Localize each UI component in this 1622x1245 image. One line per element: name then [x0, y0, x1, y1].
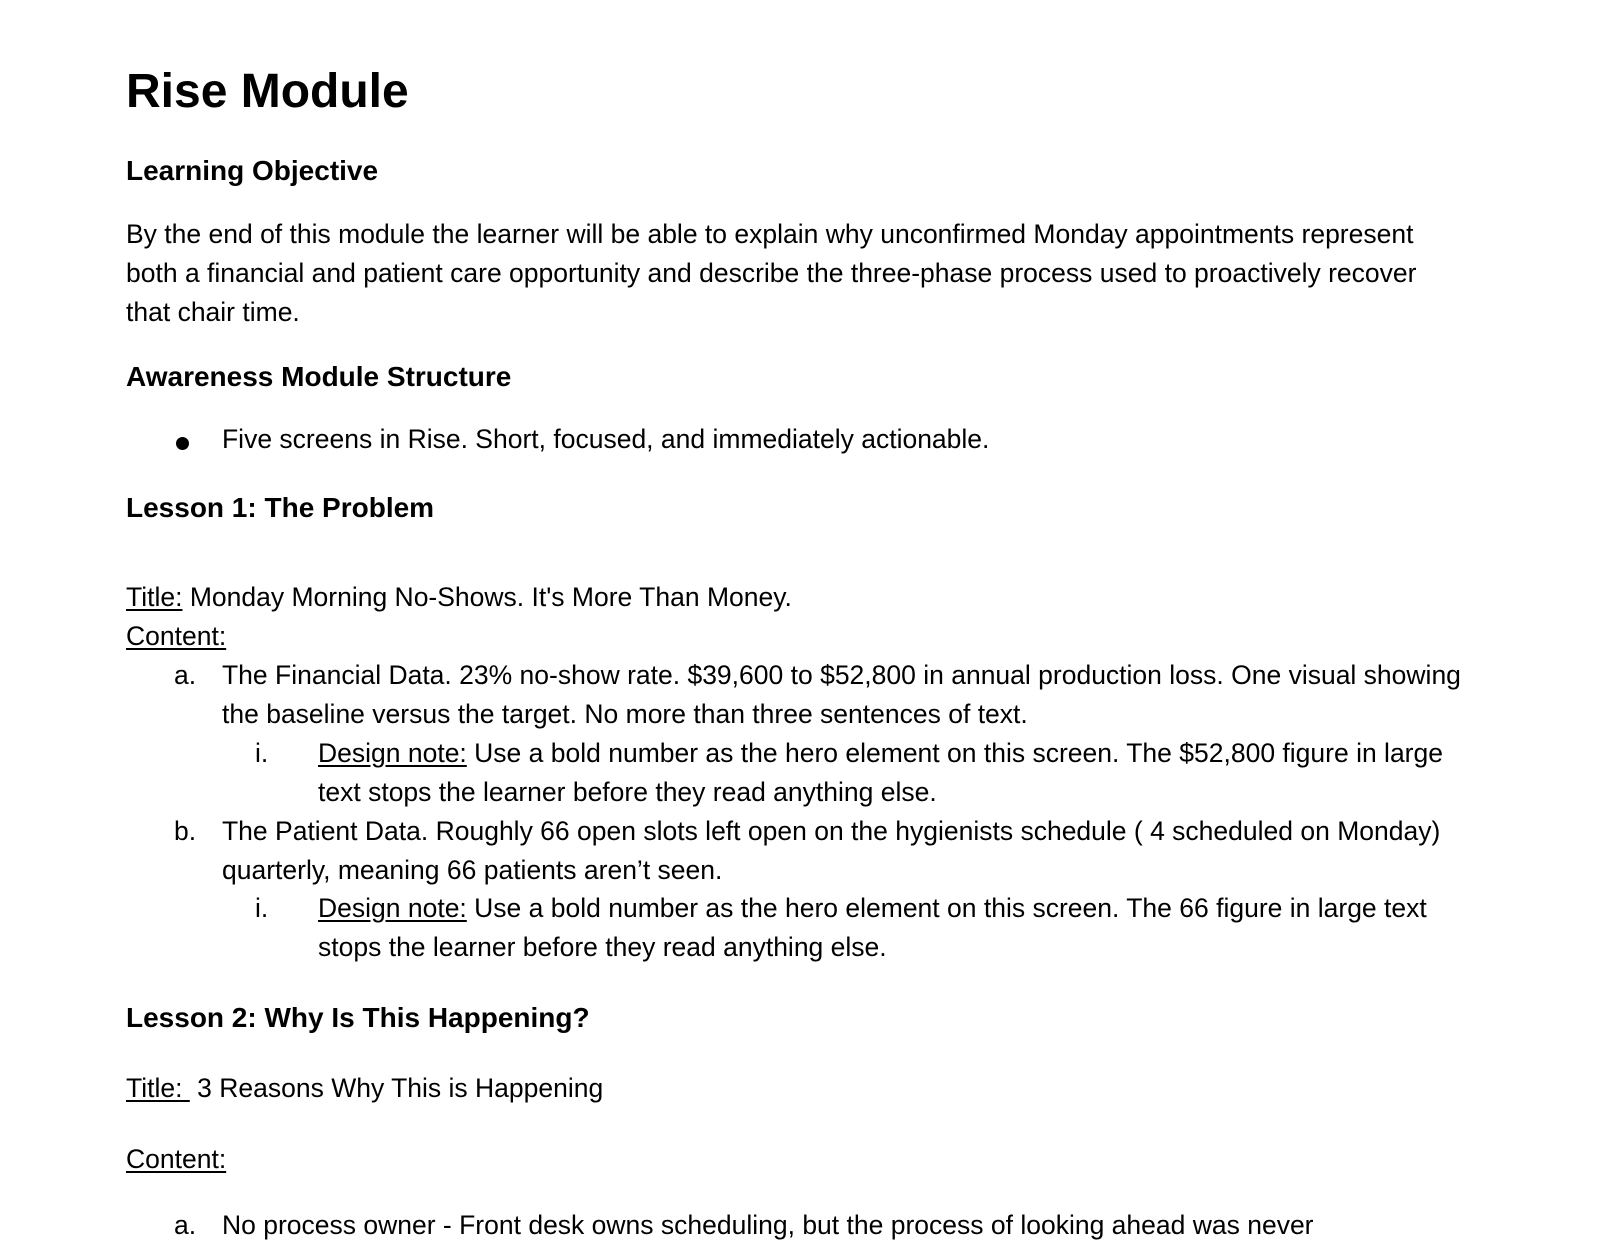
lesson2-heading: Lesson 2: Why Is This Happening? [126, 1002, 590, 1033]
structure-bullet-text: Five screens in Rise. Short, focused, and immediately actionable. [222, 424, 990, 454]
lesson1-title-text: Monday Morning No-Shows. It's More Than Money. [182, 582, 792, 612]
document-title: Rise Module [126, 65, 409, 118]
lesson2-title-text: 3 Reasons Why This is Happening [189, 1073, 604, 1103]
design-note-text: Use a bold number as the hero element on this screen. The 66 figure in large text stops the learner before they read anything else. [318, 893, 1427, 962]
lesson1-heading: Lesson 1: The Problem [126, 492, 435, 523]
lesson2-content-label-line [126, 1140, 226, 1179]
structure-heading: Awareness Module Structure [126, 361, 512, 392]
lesson1-item-a-text: The Financial Data. 23% no-show rate. $39,600 to $52,800 in annual production loss. One visual showing the baseline versus the target. No more than three sentences of text. [222, 660, 1461, 729]
list-marker: a. [174, 1210, 197, 1240]
design-note-label: Design note: [318, 893, 467, 923]
lesson1-title-line [126, 578, 792, 617]
design-note-label: Design note: [318, 738, 467, 768]
lesson2-content-label: Content: [126, 1144, 227, 1174]
lesson1-item-b-text: The Patient Data. Roughly 66 open slots left open on the hygienists schedule ( 4 scheduled on Monday) quarterly, meaning 66 patients aren’t seen. [222, 816, 1441, 885]
lesson2-title-label: Title: [126, 1073, 190, 1103]
lesson1-title-label: Title: [126, 582, 183, 612]
design-note-text: Use a bold number as the hero element on this screen. The $52,800 figure in large text stops the learner before they read anything else. [318, 738, 1443, 807]
list-marker: b. [174, 816, 197, 846]
lesson1-content-label-line [126, 617, 226, 656]
structure-bullet-item [126, 420, 1426, 459]
list-marker: i. [255, 893, 269, 923]
lesson1-item-b-subnote [126, 889, 1506, 967]
lesson1-item-b [126, 812, 1506, 890]
learning-objective-heading: Learning Objective [126, 155, 379, 186]
lesson1-item-a [126, 656, 1506, 734]
lesson2-item-a-text: No process owner - Front desk owns scheduling, but the process of looking ahead was never [222, 1210, 1314, 1240]
lesson1-item-a-subnote [126, 734, 1506, 812]
lesson1-content-label: Content: [126, 621, 227, 651]
lesson2-title-line [126, 1069, 603, 1108]
learning-objective-body: By the end of this module the learner will be able to explain why unconfirmed Monday appointments represent both a financial and patient care opportunity and describe the three-phase process used to proactively recover that chair time. [126, 219, 1417, 327]
list-marker: a. [174, 660, 197, 690]
lesson1-item-b-design-note [318, 889, 1448, 967]
list-marker: i. [255, 738, 269, 768]
lesson1-item-a-design-note [318, 734, 1448, 812]
bullet-icon [176, 437, 189, 450]
lesson2-item-a [126, 1206, 1506, 1245]
